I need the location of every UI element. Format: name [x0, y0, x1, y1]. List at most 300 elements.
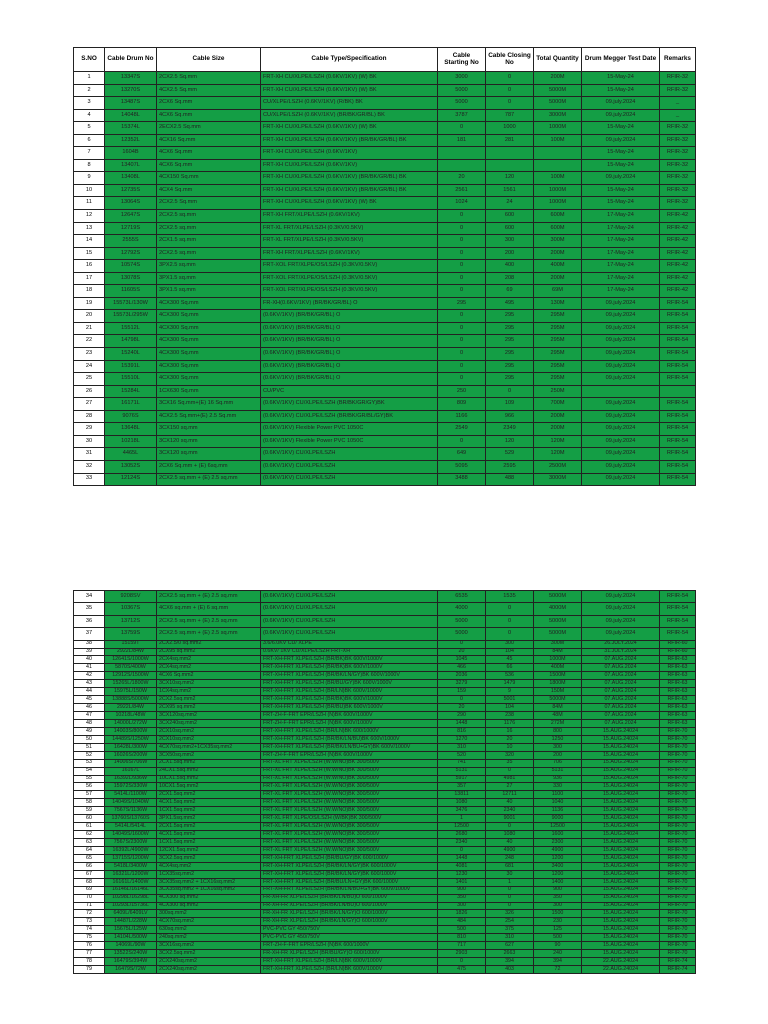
cell-sno: 31: [74, 448, 105, 461]
cell-megger-test-date: 22.AUG.24024: [582, 958, 660, 966]
cell-starting-no: 475: [438, 966, 486, 974]
table-row: [74, 870, 696, 878]
cell-remarks: RFIR-74: [660, 958, 696, 966]
cell-remarks: RFIR-70: [660, 902, 696, 910]
cell-closing-no: 12711: [486, 791, 534, 799]
cell-drum-no: 14006S/706W: [105, 759, 157, 767]
cell-starting-no: 466: [438, 664, 486, 672]
cell-total-quantity: 295M: [534, 310, 582, 323]
cell-starting-no: 3000: [438, 72, 486, 85]
cell-drum-no: 9076S: [105, 410, 157, 423]
cell-cable-type: FRT-XH-FRT XLPE/LSZH (BR/LN)BK 600V/1000V: [261, 966, 438, 974]
cell-megger-test-date: 09.july.2024: [582, 398, 660, 411]
cell-starting-no: 0: [438, 272, 486, 285]
cell-drum-no: 16479S/394W: [105, 958, 157, 966]
cell-sno: 43: [74, 680, 105, 688]
cell-sno: 38: [74, 640, 105, 648]
cell-remarks: RFIR-70: [660, 926, 696, 934]
cell-megger-test-date: 09.july.2024: [582, 109, 660, 122]
cell-cable-size: 2CX240sq.mm2: [157, 958, 261, 966]
cell-drum-no: 14003S/800W: [105, 727, 157, 735]
cell-cable-type: FRT-XOL FRT/XLPE/OS/LSZH (0.3KV/0.5KV): [261, 285, 438, 298]
table-row: [74, 603, 696, 615]
cell-starting-no: 649: [438, 448, 486, 461]
cell-starting-no: 2340: [438, 839, 486, 847]
cell-closing-no: 2349: [486, 423, 534, 436]
cell-cable-size: 3CX150 sq.mm: [157, 423, 261, 436]
cell-cable-size: 1CX630 Sq.mm: [157, 385, 261, 398]
cell-megger-test-date: 17-May-24: [582, 247, 660, 260]
table-row: [74, 473, 696, 486]
table-row: [74, 823, 696, 831]
table-row: [74, 615, 696, 627]
table-row: [74, 807, 696, 815]
cell-megger-test-date: 15.AUG.24024: [582, 886, 660, 894]
cell-total-quantity: 1200: [534, 870, 582, 878]
cell-starting-no: 520: [438, 751, 486, 759]
cell-total-quantity: 12500: [534, 823, 582, 831]
table-row: [74, 322, 696, 335]
table-row: [74, 222, 696, 235]
cell-cable-type: FRT-XL FRT XLPE/LSZH (W.W/NO)BK 300/500V: [261, 783, 438, 791]
cell-drum-no: 2555S: [105, 235, 157, 248]
cell-remarks: RFIR-70: [660, 831, 696, 839]
cell-drum-no: 13408L: [105, 172, 157, 185]
cell-closing-no: 20: [486, 735, 534, 743]
table-row: [74, 815, 696, 823]
cell-megger-test-date: 15.AUG.24024: [582, 807, 660, 815]
cell-drum-no: 15512L: [105, 322, 157, 335]
table-row: [74, 759, 696, 767]
cell-remarks: RFIR-63: [660, 712, 696, 720]
cell-drum-no: 12792S: [105, 247, 157, 260]
cell-cable-type: FRT-XL FRT/XLPE/LSZH (0.3KV/0.5KV): [261, 222, 438, 235]
cell-starting-no: 3488: [438, 473, 486, 486]
cell-sno: 28: [74, 410, 105, 423]
cell-megger-test-date: 09.july.2024: [582, 97, 660, 110]
table-row: [74, 84, 696, 97]
cell-sno: 11: [74, 197, 105, 210]
cell-closing-no: 0: [486, 886, 534, 894]
cell-remarks: RFIR-63: [660, 664, 696, 672]
cell-remarks: RFIR-54: [660, 297, 696, 310]
cell-remarks: RFIR-54: [660, 615, 696, 627]
cell-megger-test-date: 15.AUG.24024: [582, 783, 660, 791]
cell-starting-no: 295: [438, 297, 486, 310]
cell-cable-type: FRT-XL FRT XLPE/LSZH (W.W/NO)BK 300/500V: [261, 831, 438, 839]
cell-total-quantity: 5131: [534, 767, 582, 775]
cell-cable-type: FRT-XH-FRT XLPE/LSZH (BR/BK/LN/BU+GY)BK 600V/1000V: [261, 886, 438, 894]
cell-cable-type: FRT-XH-FRT XLPE/LSZH (BR/BK)BK 600V/1000V: [261, 664, 438, 672]
cell-total-quantity: 1136: [534, 807, 582, 815]
cell-cable-type: (0.6KV/1KV) CU/XLPE/LSZH: [261, 615, 438, 627]
cell-total-quantity: 200M: [534, 72, 582, 85]
cell-remarks: RFIR-54: [660, 373, 696, 386]
cell-sno: 71: [74, 902, 105, 910]
cell-drum-no: 13052S: [105, 460, 157, 473]
cell-total-quantity: 706: [534, 759, 582, 767]
cell-total-quantity: [534, 159, 582, 172]
cell-cable-size: 1CX4sq.mm2: [157, 688, 261, 696]
cell-cable-type: FRT-XH-FRT XLPE/LSZH (BR/BK/LN/GY)BK 600/1000V: [261, 870, 438, 878]
table-row: [74, 688, 696, 696]
cell-sno: 66: [74, 862, 105, 870]
table-row: [74, 831, 696, 839]
cell-starting-no: 159: [438, 688, 486, 696]
cell-drum-no: 16167L: [105, 767, 157, 775]
table-row: [74, 72, 696, 85]
cell-closing-no: 2663: [486, 950, 534, 958]
cell-sno: 56: [74, 783, 105, 791]
cell-cable-type: FRT-XL FRT XLPE/OS/LSZH (W/BK)BK 300/500V: [261, 815, 438, 823]
cell-sno: 50: [74, 735, 105, 743]
cell-cable-type: FRT-XH CU/XLPE/LSZH (0.6KV/1KV) (W) BK: [261, 122, 438, 135]
table-row: [74, 846, 696, 854]
table-row: [74, 672, 696, 680]
cell-drum-no: 9208SV: [105, 591, 157, 603]
cell-cable-type: FRT-XH CU/XLPE/LSZH (0.6KV/1KV) (W) BK: [261, 84, 438, 97]
cell-total-quantity: 1100: [534, 791, 582, 799]
cell-cable-type: (0.6KV/1KV) Flexible Power PVC 1050C: [261, 435, 438, 448]
cell-cable-size: 2CX95 sq.mm2: [157, 704, 261, 712]
cell-cable-type: FRT-XH CU/XLPE/LSZH (0.6KV/1KV): [261, 147, 438, 160]
cell-sno: 51: [74, 743, 105, 751]
cable-table-part-1: [73, 47, 696, 486]
cell-starting-no: 0: [438, 846, 486, 854]
cell-drum-no: 13648L: [105, 423, 157, 436]
cell-remarks: RFIR-54: [660, 448, 696, 461]
cell-total-quantity: 5000M: [534, 628, 582, 640]
cell-remarks: RFIR-63: [660, 656, 696, 664]
cell-sno: 15: [74, 247, 105, 260]
cell-total-quantity: 1500M: [534, 672, 582, 680]
cell-drum-no: 13712S: [105, 615, 157, 627]
cell-drum-no: 13078S: [105, 272, 157, 285]
cell-remarks: _: [660, 97, 696, 110]
cell-cable-type: FRT-XOL FRT/XLPE/OS/LSZH (0.3KV/0.5KV): [261, 260, 438, 273]
cell-total-quantity: 300M: [534, 235, 582, 248]
cell-closing-no: 0: [486, 385, 534, 398]
cell-closing-no: 200: [486, 247, 534, 260]
table-row: [74, 664, 696, 672]
cell-remarks: RFIR-32: [660, 172, 696, 185]
cell-sno: 79: [74, 966, 105, 974]
cell-starting-no: 484: [438, 918, 486, 926]
cell-cable-size: 3PX1.5 sq.mm: [157, 285, 261, 298]
cell-starting-no: 0: [438, 222, 486, 235]
table-row: [74, 147, 696, 160]
cell-sno: 78: [74, 958, 105, 966]
table-row: [74, 260, 696, 273]
cell-drum-no: 15675L/125W: [105, 926, 157, 934]
cell-cable-type: FR-XH-FR XLPE/LSZH (BR/BK/LN/BU)O 600/1000V: [261, 902, 438, 910]
table-row: [74, 926, 696, 934]
cell-megger-test-date: 15.AUG.24024: [582, 767, 660, 775]
cell-drum-no: 16171L: [105, 398, 157, 411]
cell-drum-no: 10367S: [105, 603, 157, 615]
cell-cable-type: FRT-XH-FRT XLPE/LSZH (BR/BK/LN/GY)BK 600V/1000V: [261, 672, 438, 680]
cell-starting-no: 181: [438, 134, 486, 147]
cell-remarks: RFIR-54: [660, 435, 696, 448]
table-row: [74, 799, 696, 807]
cell-sno: 19: [74, 297, 105, 310]
cell-drum-no: 10218L: [105, 435, 157, 448]
cell-drum-no: 6409L/6409LV: [105, 910, 157, 918]
cell-total-quantity: 48M: [534, 712, 582, 720]
cell-cable-type: FRT-XL FRT XLPE/LSZH (W.W/NO)BK 300/500V: [261, 846, 438, 854]
cell-cable-type: FRT-XH CU/XLPE/LSZH (0.6KV/1KV) (BR/BK/GR/BL) BK: [261, 172, 438, 185]
cell-megger-test-date: 15.AUG.24024: [582, 743, 660, 751]
cell-megger-test-date: 09.july.2024: [582, 423, 660, 436]
cell-cable-size: 4CX1.5sq.mm2: [157, 799, 261, 807]
cell-total-quantity: 130M: [534, 297, 582, 310]
cell-total-quantity: 120M: [534, 435, 582, 448]
cell-cable-size: 1CX1.5sq.mm2: [157, 839, 261, 847]
cell-remarks: RFIR-32: [660, 122, 696, 135]
cell-cable-type: FRT-XH-FRT XLPE/LSZH (BR/LN)BK 600V/1000V: [261, 958, 438, 966]
cell-drum-no: 15573L/130W: [105, 297, 157, 310]
cell-total-quantity: 1200: [534, 854, 582, 862]
cell-sno: 40: [74, 656, 105, 664]
cell-cable-type: FR-XH(0.6KV/1KV) (BR/BK/GR/BL) O: [261, 297, 438, 310]
cell-sno: 36: [74, 615, 105, 627]
cell-closing-no: 295: [486, 322, 534, 335]
cell-cable-size: 3CX16sq.mm2: [157, 942, 261, 950]
cell-cable-size: 2CX6 Sq.mm: [157, 97, 261, 110]
cell-cable-type: CU/XLPE/LSZH (0.6KV/1KV) (BR/BK/GR/BL) BK: [261, 109, 438, 122]
table-row: [74, 460, 696, 473]
table-row: [74, 348, 696, 361]
cell-megger-test-date: 15.AUG.24024: [582, 846, 660, 854]
cell-remarks: RFIR-70: [660, 767, 696, 775]
cable-table-part-2: [73, 590, 696, 974]
cell-total-quantity: 2500M: [534, 460, 582, 473]
cell-cable-size: 2ECX2.5 Sq.mm: [157, 122, 261, 135]
cell-sno: 39: [74, 648, 105, 656]
cell-megger-test-date: 15.AUG.24024: [582, 831, 660, 839]
cell-megger-test-date: 15.AUG.24024: [582, 910, 660, 918]
cell-remarks: RFIR-70: [660, 870, 696, 878]
cell-sno: 65: [74, 854, 105, 862]
cell-remarks: RFIR-42: [660, 210, 696, 223]
cell-starting-no: 20: [438, 172, 486, 185]
cell-drum-no: 5414L/1100W: [105, 791, 157, 799]
cell-starting-no: 0: [438, 247, 486, 260]
cell-remarks: RFIR-54: [660, 322, 696, 335]
cell-sno: 61: [74, 823, 105, 831]
table-row: [74, 410, 696, 423]
cell-megger-test-date: 09.july.2024: [582, 335, 660, 348]
cell-starting-no: 2036: [438, 672, 486, 680]
cell-sno: 2: [74, 84, 105, 97]
cell-total-quantity: 295M: [534, 373, 582, 386]
header-cable-size: Cable Size: [157, 48, 261, 72]
cell-sno: 41: [74, 664, 105, 672]
cell-remarks: RFIR-70: [660, 862, 696, 870]
cell-remarks: RFIR-60: [660, 640, 696, 648]
cell-cable-type: FR-XH-FR XLPE/LSZH (BR/BK/LN/GY)O 600/1000V: [261, 918, 438, 926]
table-row: [74, 373, 696, 386]
cell-drum-no: 14048L: [105, 109, 157, 122]
cell-cable-type: CU/PVC: [261, 385, 438, 398]
cell-drum-no: 13270S: [105, 84, 157, 97]
cell-starting-no: 500: [438, 926, 486, 934]
cell-total-quantity: 1040: [534, 799, 582, 807]
cell-starting-no: 4000: [438, 603, 486, 615]
cell-megger-test-date: 15-May-24: [582, 184, 660, 197]
header-drum-no: Cable Drum No: [105, 48, 157, 72]
cell-drum-no: 16428L/300W: [105, 743, 157, 751]
cell-total-quantity: 2300: [534, 839, 582, 847]
cell-drum-no: 15975L/150W: [105, 688, 157, 696]
cell-sno: 30: [74, 435, 105, 448]
cell-starting-no: 3787: [438, 109, 486, 122]
cell-closing-no: 109: [486, 398, 534, 411]
cell-drum-no: 13715S/1200W: [105, 854, 157, 862]
cell-remarks: RFIR-54: [660, 460, 696, 473]
table-row: [74, 210, 696, 223]
cell-total-quantity: 272M: [534, 719, 582, 727]
cell-sno: 7: [74, 147, 105, 160]
cell-remarks: RFIR-32: [660, 72, 696, 85]
cell-total-quantity: 150M: [534, 688, 582, 696]
cell-megger-test-date: 15-May-24: [582, 159, 660, 172]
table-row: [74, 247, 696, 260]
cell-megger-test-date: 15.AUG.24024: [582, 862, 660, 870]
cell-cable-size: 3CX35sq.mm2 + 1CX16sq.mm2: [157, 886, 261, 894]
cell-closing-no: 27: [486, 783, 534, 791]
cell-sno: 52: [74, 751, 105, 759]
cell-remarks: RFIR-54: [660, 591, 696, 603]
cell-closing-no: [486, 147, 534, 160]
cell-cable-size: 2CX2.5 Sq.mm: [157, 72, 261, 85]
cell-cable-type: FRT-XH-FRT XLPE/LSZH (BR/BK/LN/BU+GY)BK 600V/1000V: [261, 743, 438, 751]
cell-starting-no: 250: [438, 385, 486, 398]
cell-cable-size: 4CX1.5sq.mm2: [157, 831, 261, 839]
cell-sno: 70: [74, 894, 105, 902]
cell-megger-test-date: 15-May-24: [582, 122, 660, 135]
cell-total-quantity: 90: [534, 942, 582, 950]
cell-cable-size: 2CX4sq.mm2: [157, 656, 261, 664]
cell-drum-no: 2922L/84W: [105, 704, 157, 712]
cell-drum-no: 13522S/240W: [105, 950, 157, 958]
cell-total-quantity: 900: [534, 886, 582, 894]
cell-cable-type: FRT-XH-FRT XLPE/LSZH (BR/BK/LN/BU)BK 600V/1000V: [261, 735, 438, 743]
cell-megger-test-date: 09.july.2024: [582, 322, 660, 335]
cell-sno: 12: [74, 210, 105, 223]
cell-drum-no: 12719S: [105, 222, 157, 235]
cell-starting-no: 3476: [438, 807, 486, 815]
cell-megger-test-date: 15.AUG.24024: [582, 727, 660, 735]
cell-sno: 23: [74, 348, 105, 361]
cell-drum-no: 7567S/2300W: [105, 839, 157, 847]
cell-sno: 48: [74, 719, 105, 727]
cell-cable-size: 3CX2.5sq.mm2: [157, 950, 261, 958]
cell-megger-test-date: 15.AUG.24024: [582, 942, 660, 950]
cell-sno: 42: [74, 672, 105, 680]
cell-closing-no: 295: [486, 373, 534, 386]
cell-closing-no: 0: [486, 628, 534, 640]
cell-starting-no: 816: [438, 727, 486, 735]
cell-total-quantity: 5000M: [534, 696, 582, 704]
cell-total-quantity: 800: [534, 727, 582, 735]
cell-megger-test-date: 15.AUG.24024: [582, 902, 660, 910]
cell-remarks: RFIR-70: [660, 950, 696, 958]
cell-remarks: RFIR-32: [660, 147, 696, 160]
cell-closing-no: 248: [486, 854, 534, 862]
cell-closing-no: 0: [486, 97, 534, 110]
cell-cable-type: (0.6KV/1KV) Flexible Power PVC 1050C: [261, 423, 438, 436]
cell-closing-no: 40: [486, 799, 534, 807]
cell-total-quantity: 295M: [534, 335, 582, 348]
cell-drum-no: 10218L/48W: [105, 712, 157, 720]
cell-closing-no: 0: [486, 603, 534, 615]
cell-cable-size: 24CX1.5sq.mm2: [157, 767, 261, 775]
cell-drum-no: 7567S/1136W: [105, 807, 157, 815]
table-row: [74, 297, 696, 310]
cell-cable-size: 10CX1.5sq.mm2: [157, 775, 261, 783]
cell-cable-size: 4CX300 sq.mm2: [157, 894, 261, 902]
cell-starting-no: 5000: [438, 628, 486, 640]
cell-starting-no: 0: [438, 260, 486, 273]
cell-drum-no: 15573L/295W: [105, 310, 157, 323]
cell-remarks: RFIR-74: [660, 966, 696, 974]
cell-total-quantity: 1500: [534, 910, 582, 918]
cell-cable-size: 4CX70sq.mm2: [157, 918, 261, 926]
cell-megger-test-date: 15.AUG.24024: [582, 950, 660, 958]
cell-sno: 27: [74, 398, 105, 411]
cell-megger-test-date: 09.july.2024: [582, 348, 660, 361]
cell-starting-no: 1: [438, 815, 486, 823]
cell-starting-no: 0: [438, 322, 486, 335]
cell-megger-test-date: 15.AUG.24024: [582, 823, 660, 831]
cell-starting-no: 0: [438, 310, 486, 323]
cell-sno: 26: [74, 385, 105, 398]
cell-starting-no: 20: [438, 704, 486, 712]
cell-cable-type: (0.6KV/1KV) (BR/BK/GR/BL) O: [261, 335, 438, 348]
cell-closing-no: 208: [486, 272, 534, 285]
cell-closing-no: 16: [486, 727, 534, 735]
cell-cable-size: 4CX16 Sq.mm: [157, 134, 261, 147]
cell-cable-size: 12CX1.5sq.mm2: [157, 846, 261, 854]
cell-megger-test-date: 09.july.2024: [582, 373, 660, 386]
cell-total-quantity: 200M: [534, 272, 582, 285]
cell-sno: 54: [74, 767, 105, 775]
cell-starting-no: 1448: [438, 719, 486, 727]
cell-starting-no: 0: [438, 210, 486, 223]
table-row: [74, 783, 696, 791]
cell-sno: 44: [74, 688, 105, 696]
cell-sno: 17: [74, 272, 105, 285]
cell-sno: 55: [74, 775, 105, 783]
cell-sno: 64: [74, 846, 105, 854]
cell-closing-no: 2340: [486, 807, 534, 815]
cell-cable-type: FRT-ZH-F-FRT EPR/LSZH (N)BK 600V/1000V: [261, 712, 438, 720]
cell-drum-no: 16321L/1200W: [105, 870, 157, 878]
cell-sno: 1: [74, 72, 105, 85]
cell-megger-test-date: 15-May-24: [582, 72, 660, 85]
cell-cable-size: 4CX300 Sq.mm: [157, 373, 261, 386]
cell-drum-no: 12352L: [105, 134, 157, 147]
cell-total-quantity: 295M: [534, 360, 582, 373]
cell-remarks: [660, 385, 696, 398]
cell-cable-type: (0.6KV/1KV) CU/XLPE/LSZH (BR/BK/GR/BL/GY)BK: [261, 410, 438, 423]
cell-remarks: RFIR-32: [660, 84, 696, 97]
cell-drum-no: 15510L: [105, 373, 157, 386]
table-row: [74, 886, 696, 894]
cell-total-quantity: 1000M: [534, 197, 582, 210]
cell-drum-no: 12735S: [105, 184, 157, 197]
